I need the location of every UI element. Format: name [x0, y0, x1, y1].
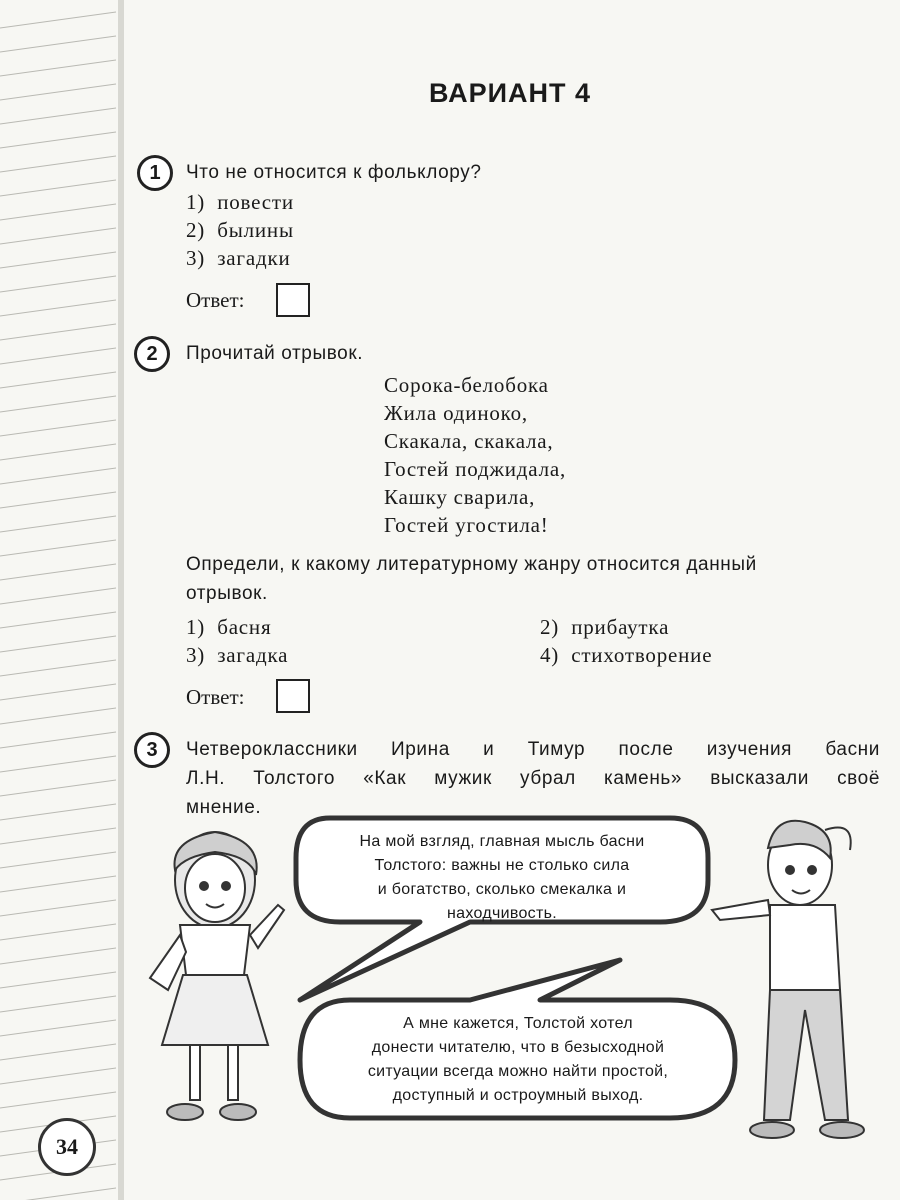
speech-line: донести читателю, что в безысходной	[371, 1039, 665, 1056]
poem-line: Гостей поджидала,	[384, 457, 567, 481]
question-2-text-line1: Определи, к какому литературному жанру относится данный	[186, 554, 757, 575]
question-2-text-line2: отрывок.	[186, 583, 268, 604]
question-3-number: 3	[134, 732, 170, 768]
q2-answer-label: Ответ:	[186, 685, 245, 709]
speech-line: А мне кажется, Толстой хотел	[403, 1015, 633, 1032]
speech-line: и богатство, сколько смекалка и	[377, 881, 627, 898]
q1-option-1-num: 1)	[186, 190, 206, 214]
poem-line: Скакала, скакала,	[384, 429, 554, 453]
q1-option-3-num: 3)	[186, 246, 206, 270]
poem-line: Жила одиноко,	[384, 401, 528, 425]
page-title: ВАРИАНТ 4	[428, 78, 592, 108]
speech-line: На мой взгляд, главная мысль басни	[359, 833, 645, 850]
question-1-text: Что не относится к фольклору?	[186, 162, 482, 183]
question-3-text-line2: Л.Н. Толстого «Как мужик убрал камень» высказали своё	[186, 768, 880, 789]
page-number: 34	[38, 1118, 96, 1176]
q1-option-3-text: загадки	[217, 246, 291, 270]
q2-option-2-num: 2)	[540, 615, 560, 639]
boy-timur-illustration	[712, 821, 864, 1138]
speech-line: Толстого: важны не столько сила	[374, 857, 630, 874]
poem-line: Кашку сварила,	[384, 485, 536, 509]
speech-line: находчивость.	[447, 905, 557, 922]
question-2-number: 2	[134, 336, 170, 372]
q2-option-3-num: 3)	[186, 643, 206, 667]
speech-text-timur	[312, 1012, 724, 1108]
q2-option-4-text: стихотворение	[571, 643, 713, 667]
q2-option-4-num: 4)	[540, 643, 560, 667]
speech-text-irina	[306, 830, 698, 926]
girl-irina-illustration	[150, 832, 284, 1120]
question-3-text-line1: Четвероклассники Ирина и Тимур после изучения басни	[186, 739, 880, 760]
q1-answer-label: Ответ:	[186, 288, 245, 312]
question-2-instruction: Прочитай отрывок.	[186, 343, 364, 364]
poem-line: Гостей угостила!	[384, 513, 549, 537]
question-1-number: 1	[137, 155, 173, 191]
q1-option-2-num: 2)	[186, 218, 206, 242]
question-3-text-line3: мнение.	[186, 797, 262, 818]
q2-option-1-num: 1)	[186, 615, 206, 639]
speech-line: доступный и остроумный выход.	[392, 1087, 644, 1104]
speech-line: ситуации всегда можно найти простой,	[367, 1063, 669, 1080]
poem-line: Сорока-белобока	[384, 373, 549, 397]
q1-option-2-text: былины	[217, 218, 294, 242]
q1-option-1-text: повести	[217, 190, 294, 214]
q2-option-2-text: прибаутка	[571, 615, 670, 639]
q2-option-3-text: загадка	[217, 643, 289, 667]
q2-option-1-text: басня	[217, 615, 272, 639]
